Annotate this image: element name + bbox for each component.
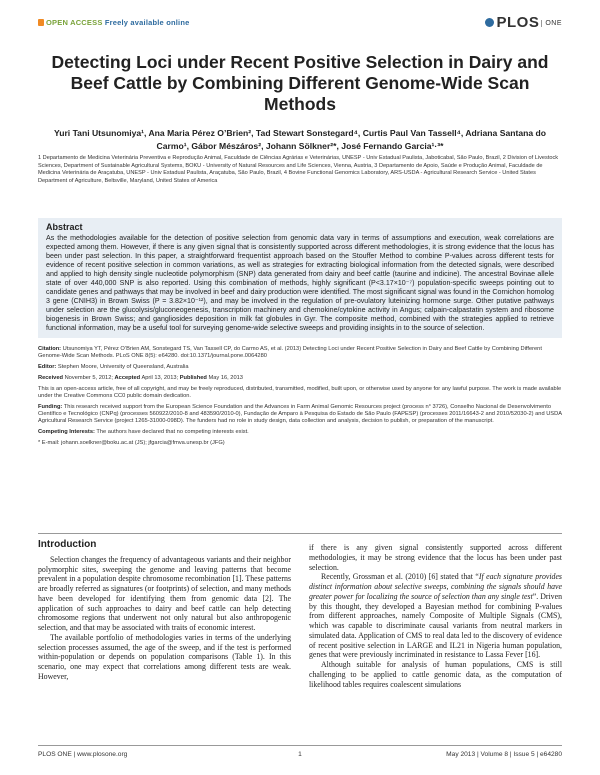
published-date: May 16, 2013 — [208, 374, 243, 381]
citation — [38, 346, 562, 361]
introduction-heading: Introduction — [38, 539, 97, 550]
email: * E-mail: johann.soelkner@boku.ac.at (JS); jfgarcia@fmva.unesp.br (JFG) — [38, 439, 225, 446]
affiliations: 1 Departamento de Medicina Veterinária Preventiva e Reprodução Animal, Faculdade de Ciências Agrárias e Veterinárias, UNESP - Univ Estadual Paulista, Jaboticabal, São Paulo, Brazil, 2 Division of Livestock Sciences, Department of Sustainable Agricultural Systems, BOKU - University of Natural Resources and Life Sciences, Vienna, Austria, 3 Departamento de Apoio, Saúde e Produção Animal, Faculdade de Medicina Veterinária de Araçatuba, UNESP - Univ Estadual Paulista, Araçatuba, São Paulo, Brazil, 4 Bovine Functional Genomics Laboratory, ARS-USDA - Agricultural Research Service - United States Department of Agriculture, Beltsville, Maryland, United States of America — [38, 155, 559, 184]
footer-journal-url: PLOS ONE | www.plosone.org — [38, 751, 128, 758]
plos-globe-icon — [485, 18, 494, 27]
intro-p4-lead: Recently, Grossman et al. (2010) [6] stated that “ — [321, 572, 479, 582]
abstract-text: As the methodologies available for the detection of positive selection from genomic data vary in terms of assumptions and execution, weak correlations are expected among them. However, if there is any given signal that is consistently supported across different methodologies, it is strong evidence that the locus has been under past selection. In this paper, a straightforward frequentist approach based on the Stouffer Method to combine P-values across different tests for evidence of recent positive selection in common variations, as well as strategies for extracting biological information from the detected signals, were described and applied to high density single nucleotide polymorphism (SNP) data generated from dairy and beef cattle (taurine and indicine). The ancestral Bovinae allele state of over 440,000 SNP is also reported. Using this combination of methods, highly significant (P<3.17×10⁻⁷) population-specific sweeps pointing out to candidate genes and pathways that may be involved in beef and dairy production were identified. The most significant signal was found in the Cornichon homolog 3 gene (CNIH3) in Brown Swiss (P = 3.82×10⁻¹²), and may be involved in the regulation of pre-ovulatory luteinizing hormone surge. Other putative pathways under selection are the glucolysis/gluconeogenesis, transcription machinery and chemokine/cytokine activity in Angus; calpain-calpastatin system and ribosome biogenesis in Brown Swiss; and gangliosides deposition in milk fat globules in Gyr. The composite method, combined with the strategies applied to retrieve functional information, may be a useful tool for surveying genome-wide selective sweeps and providing insights in to the source of selection. — [46, 234, 554, 332]
freely-available-label: Freely available online — [104, 18, 190, 27]
journal-name: PLOS — [496, 14, 540, 31]
page-number: 1 — [298, 751, 302, 758]
funding-text: This research received support from the European Science Foundation and the Advances in Farm Animal Genomic Resources project (process n° 3726), Conselho Nacional de Desenvolvimento Científico e Tecnológico (CNPq) (processes 560922/2010-8 and 483590/2010-0), Fundação de Amparo à Pesquisa do Estado de São Paulo (FAPESP) (processes 2011/16643-2 and 2010/52030-2) and USDA Agricultural Research Service (project 1265-31000-098D). The funders had no role in study design, data collection and analysis, decision to publish, or preparation of the manuscript. — [38, 403, 562, 425]
editor-label: Editor: — [38, 364, 57, 371]
open-lock-icon — [38, 19, 44, 26]
access-label: ACCESS — [70, 18, 103, 27]
page-header — [38, 14, 562, 32]
intro-p4-rest: ”. Driven by this thought, they developed a Bayesian method for combining P-values from different approaches, namely Composite of Multiple Signals (CMS), which was capable to discriminate causal variants from neutral markers in simulated data. Application of CMS to real data led to the discovery of evidence of recent positive selection in LARGE and IL21 in Nigeria human population, genes that were previously incriminated in resistance to Lassa Fever [16]. — [309, 591, 563, 660]
article-metadata — [38, 346, 562, 451]
dates — [38, 375, 562, 382]
received-label: Received — [38, 374, 63, 381]
paper-title: Detecting Loci under Recent Positive Selection in Dairy and Beef Cattle by Combining Different Genome-Wide Scan Methods — [51, 52, 549, 114]
right-column — [309, 543, 562, 689]
footer-divider — [38, 745, 562, 746]
published-label: Published — [179, 374, 207, 381]
journal-suffix: ONE — [541, 20, 562, 27]
intro-p4-quote: If each signature provides distinct information about selective sweeps, combining the signals should have greater power for localizing the source of selection than any single test — [309, 572, 562, 601]
journal-logo — [485, 14, 562, 31]
abstract-box — [38, 218, 562, 338]
accepted-date: April 13, 2013; — [141, 374, 179, 381]
intro-paragraph-5: Although suitable for analysis of human populations, CMS is still challenging to be applied to cattle genomic data, as the computation of likelihood tables requires coalescent simulations — [309, 660, 562, 689]
editor — [38, 364, 562, 371]
accepted-label: Accepted — [114, 374, 141, 381]
open-access-badge — [38, 18, 189, 27]
funding-label: Funding: — [38, 403, 63, 410]
intro-paragraph-3: if there is any given signal consistently supported across different methodologies, it may be strong evidence that the locus has been under past selection. — [309, 543, 562, 572]
section-divider — [38, 533, 562, 534]
competing-interests — [38, 429, 562, 436]
citation-text: Utsunomiya YT, Pérez O’Brien AM, Sonstegard TS, Van Tassell CP, do Carmo AS, et al. (2013) Detecting Loci under Recent Positive Selection in Dairy and Beef Cattle by Combining Different Genome-Wide Scan Methods. PLoS ONE 8(5): e64280. doi:10.1371/journal.pone.0064280 — [38, 346, 542, 360]
received-date: November 5, 2012; — [64, 374, 113, 381]
citation-label: Citation: — [38, 346, 62, 352]
intro-paragraph-2: The available portfolio of methodologies varies in terms of the underlying selection processes assumed, the age of the sweep, and if the test is performed within-population or depends on population comparisons (Table 1). In this scenario, one may expect that correlations among different tests are weak. However, — [38, 632, 291, 681]
competing-text: The authors have declared that no competing interests exist. — [96, 429, 249, 436]
license: This is an open-access article, free of all copyright, and may be freely reproduced, distributed, transmitted, modified, built upon, or otherwise used by anyone for any lawful purpose. The work is made available under the Creative Commons CC0 public domain dedication. — [38, 385, 562, 399]
left-column — [38, 540, 291, 682]
competing-label: Competing Interests: — [38, 429, 95, 436]
open-label: OPEN — [46, 18, 69, 27]
funding — [38, 404, 562, 426]
editor-text: Stephen Moore, University of Queensland, Australia — [57, 364, 189, 371]
footer-issue-info: May 2013 | Volume 8 | Issue 5 | e64280 — [446, 751, 562, 758]
abstract-heading: Abstract — [46, 222, 83, 232]
author-list: Yuri Tani Utsunomiya¹, Ana Maria Pérez O’Brien², Tad Stewart Sonstegard⁴, Curtis Paul Van Tassell⁴, Adriana Santana do Carmo¹, Gábor Mészáros², Johann Sölkner²*, José Fernando Garcia¹·³* — [53, 128, 547, 151]
intro-paragraph-4 — [309, 572, 562, 660]
intro-paragraph-1: Selection changes the frequency of advantageous variants and their neighbor polymorphic sites, sweeping the genome and leaving patterns that become prevalent in a population despite chromosome recombination [1]. These patterns are broadly referred as signatures (or footprints) of selection, and many methods have been developed for identifying them from genomic data [2]. The application of such approaches to dairy and beef cattle can help detecting chromosome regions that underwent not only natural but also anthropogenic selection, and that may be associated with traits of economic interest. — [38, 554, 291, 632]
